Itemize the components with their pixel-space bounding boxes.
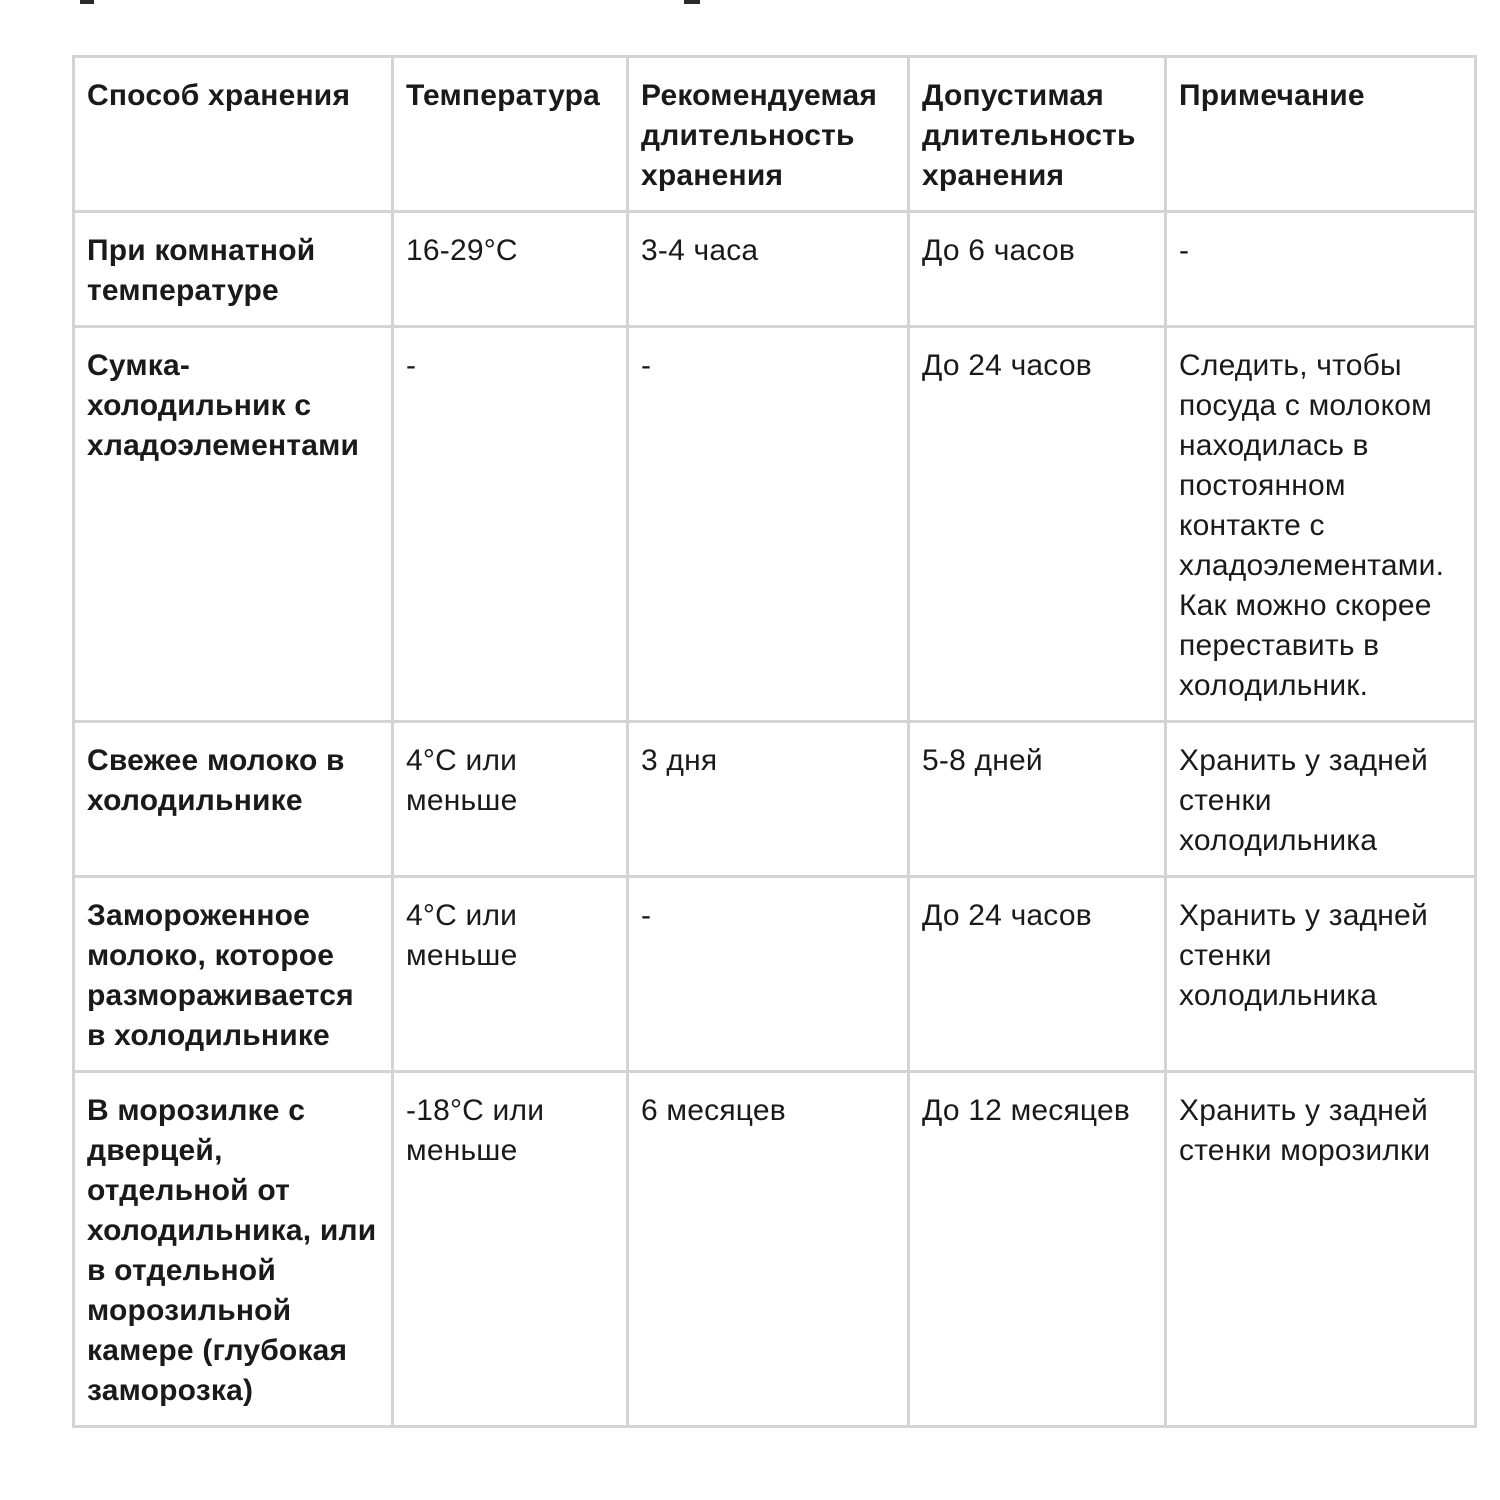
cell-recommended: 3 дня <box>628 722 909 877</box>
heading-remnant-mark <box>80 0 94 4</box>
cell-note: - <box>1166 212 1476 327</box>
cell-method: В морозилке с дверцей, отдельной от холодильника, или в отдельной морозильной камере (глубокая заморозка) <box>74 1072 393 1427</box>
cell-method: Свежее молоко в холодильнике <box>74 722 393 877</box>
header-allowed-duration: Допустимая длительность хранения <box>909 57 1166 212</box>
cell-allowed: До 6 часов <box>909 212 1166 327</box>
cell-recommended: - <box>628 877 909 1072</box>
clipped-heading-remnant <box>80 0 720 6</box>
table-row <box>74 212 1476 327</box>
cell-note: Хранить у задней стенки холодильника <box>1166 877 1476 1072</box>
cell-recommended: 3-4 часа <box>628 212 909 327</box>
cell-temperature: 16-29°С <box>393 212 628 327</box>
cell-temperature: 4°С или меньше <box>393 877 628 1072</box>
cell-temperature: -18°С или меньше <box>393 1072 628 1427</box>
cell-temperature: 4°С или меньше <box>393 722 628 877</box>
cell-note: Следить, чтобы посуда с молоком находилась в постоянном контакте с хладоэлементами. Как можно скорее переставить в холодильник. <box>1166 327 1476 722</box>
table-row <box>74 327 1476 722</box>
cell-allowed: До 12 месяцев <box>909 1072 1166 1427</box>
cell-method: При комнатной температуре <box>74 212 393 327</box>
breast-milk-storage-table <box>72 55 1477 1428</box>
table-row <box>74 1072 1476 1427</box>
cell-method: Замороженное молоко, которое размораживается в холодильнике <box>74 877 393 1072</box>
header-temperature: Температура <box>393 57 628 212</box>
cell-note: Хранить у задней стенки морозилки <box>1166 1072 1476 1427</box>
header-recommended-duration: Рекомендуемая длительность хранения <box>628 57 909 212</box>
cell-allowed: До 24 часов <box>909 327 1166 722</box>
table-row <box>74 877 1476 1072</box>
table-header-row <box>74 57 1476 212</box>
cell-temperature: - <box>393 327 628 722</box>
header-note: Примечание <box>1166 57 1476 212</box>
cell-recommended: - <box>628 327 909 722</box>
cell-allowed: До 24 часов <box>909 877 1166 1072</box>
cell-recommended: 6 месяцев <box>628 1072 909 1427</box>
header-storage-method: Способ хранения <box>74 57 393 212</box>
table-row <box>74 722 1476 877</box>
cell-note: Хранить у задней стенки холодильника <box>1166 722 1476 877</box>
heading-remnant-mark <box>684 0 700 4</box>
cell-method: Сумка-холодильник с хладоэлементами <box>74 327 393 722</box>
cell-allowed: 5-8 дней <box>909 722 1166 877</box>
